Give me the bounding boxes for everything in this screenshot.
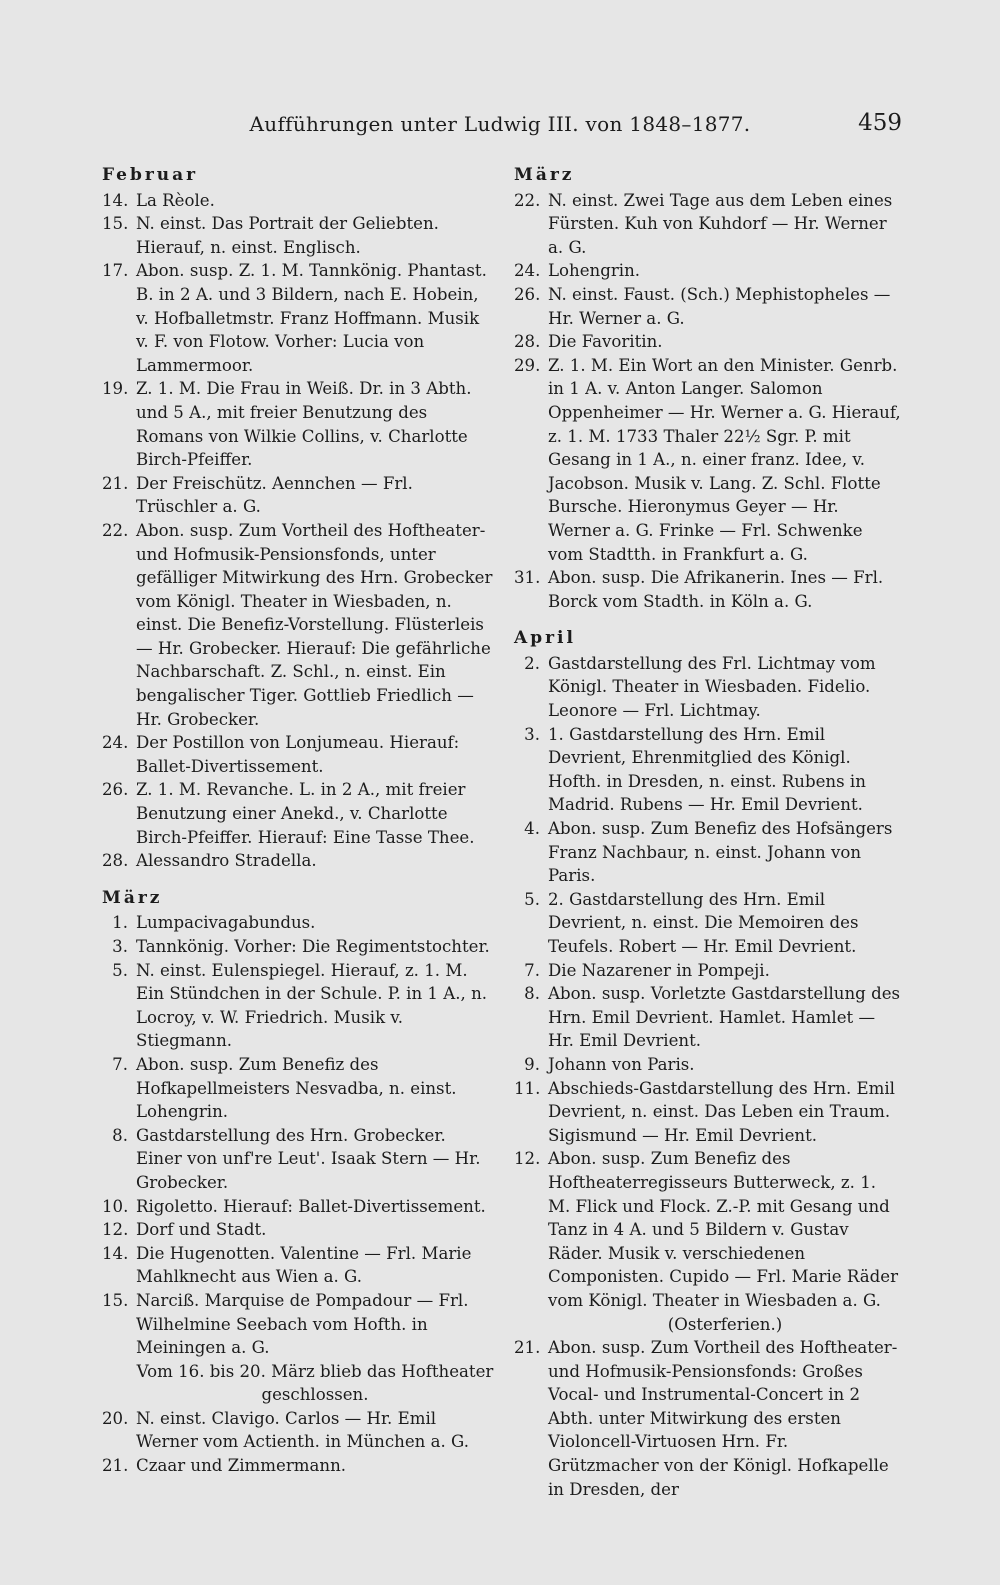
performance-entry <box>514 354 902 566</box>
entry-day-number: 3. <box>524 724 540 744</box>
entry-day-number: 14. <box>102 1243 129 1263</box>
performance-entry <box>102 1218 494 1242</box>
left-column <box>102 162 494 1478</box>
entry-day-number: 15. <box>102 214 129 234</box>
entry-text: Abschieds-Gastdarstellung des Hrn. Emil Devrient, n. einst. Das Leben ein Traum. Sigismund — Hr. Emil Devrient. <box>548 1078 895 1145</box>
entry-day-number: 7. <box>112 1054 128 1074</box>
performance-entry <box>514 1053 902 1077</box>
entry-text: Abon. susp. Vorletzte Gastdarstellung des Hrn. Emil Devrient. Hamlet. Hamlet — Hr. Emil Devrient. <box>548 984 901 1051</box>
entry-day-number: 5. <box>524 889 540 909</box>
performance-entry <box>102 731 494 778</box>
performance-entry <box>102 849 494 873</box>
entry-day-number: 5. <box>112 960 128 980</box>
entry-text: Alessandro Stradella. <box>136 851 317 871</box>
entry-text: Abon. susp. Die Afrikanerin. Ines — Frl. Borck vom Stadth. in Köln a. G. <box>548 568 884 611</box>
entry-text: Rigoletto. Hierauf: Ballet-Divertissement. <box>136 1196 486 1216</box>
performance-entry <box>102 1289 494 1360</box>
page-header <box>0 112 1000 142</box>
entry-text: Abon. susp. Zum Vortheil des Hoftheater- und Hofmusik-Pensionsfonds, unter gefälliger Mitwirkung des Hrn. Grobecker vom Königl. Theater in Wiesbaden, n. einst. Die Benefiz-Vorstellung. Flüsterleis — Hr. Grobecker. Hierauf: Die gefährliche Nachbarschaft. Z. Schl., n. einst. Ein bengalischer Tiger. Gottlieb Friedlich — Hr. Grobecker. <box>136 520 493 729</box>
entry-text: Czaar und Zimmermann. <box>136 1456 347 1476</box>
march-continued-entries <box>514 189 902 614</box>
entry-day-number: 15. <box>102 1290 129 1310</box>
entry-text: Narciß. Marquise de Pompadour — Frl. Wilhelmine Seebach vom Hofth. in Meiningen a. G. <box>136 1290 469 1358</box>
entry-text: Abon. susp. Zum Vortheil des Hoftheater- und Hofmusik-Pensionsfonds: Großes Vocal- und Instrumental-Concert in 2 Abth. unter Mitwirkung des ersten Violoncell-Virtuosen Hrn. Fr. Grützmacher von der Königl. Hofkapelle in Dresden, der <box>548 1338 898 1499</box>
performance-entry <box>102 911 494 935</box>
performance-entry <box>102 472 494 519</box>
entry-text: Der Postillon von Lonjumeau. Hierauf: Ballet-Divertissement. <box>136 733 460 776</box>
performance-entry <box>102 1124 494 1195</box>
entry-text: Z. 1. M. Ein Wort an den Minister. Genrb. in 1 A. v. Anton Langer. Salomon Oppenheimer — Hr. Werner a. G. Hierauf, z. 1. M. 1733 Thaler 22½ Sgr. P. mit Gesang in 1 A., n. einer franz. Idee, v. Jacobson. Musik v. Lang. Z. Schl. Flotte Bursche. Hieronymus Geyer — Hr. Werner a. G. Frinke — Frl. Schwenke vom Stadtth. in Frankfurt a. G. <box>548 355 901 564</box>
entry-text: Abon. susp. Zum Benefiz des Hofsängers Franz Nachbaur, n. einst. Johann von Paris. <box>548 819 893 886</box>
entry-day-number: 11. <box>514 1078 541 1098</box>
entry-day-number: 12. <box>102 1220 129 1240</box>
entry-day-number: 29. <box>514 355 541 375</box>
entry-text: Z. 1. M. Revanche. L. in 2 A., mit freier Benutzung einer Anekd., v. Charlotte Birch-Pfeiffer. Hierauf: Eine Tasse Thee. <box>136 780 475 847</box>
march-entries-after-note <box>102 1407 494 1478</box>
entry-day-number: 17. <box>102 261 129 281</box>
entry-text: Tannkönig. Vorher: Die Regimentstochter. <box>136 937 490 956</box>
performance-entry <box>102 189 494 213</box>
month-heading-february: Februar <box>102 165 199 185</box>
performance-entry <box>514 959 902 983</box>
entry-text: 1. Gastdarstellung des Hrn. Emil Devrient, Ehrenmitglied des Königl. Hofth. in Dresden, n. einst. Rubens in Madrid. Rubens — Hr. Emil Devrient. <box>548 724 866 815</box>
entry-day-number: 10. <box>102 1196 129 1216</box>
entry-text: Abon. susp. Z. 1. M. Tannkönig. Phantast. B. in 2 A. und 3 Bildern, nach E. Hobein, v. Hofballetmstr. Franz Hoffmann. Musik v. F. von Flotow. Vorher: Lucia von Lammermoor. <box>136 261 487 375</box>
entry-text: Die Favoritin. <box>548 332 663 352</box>
entry-day-number: 21. <box>102 1456 129 1476</box>
closure-note: Vom 16. bis 20. März blieb das Hoftheater geschlossen. <box>136 1361 494 1405</box>
entry-text: Abon. susp. Zum Benefiz des Hoftheaterregisseurs Butterweck, z. 1. M. Flick und Flock. Z.-P. mit Gesang und Tanz in 4 A. und 5 Bildern v. Gustav Räder. Musik v. verschiedenen Componisten. Cupido — Frl. Marie Räder vom Königl. Theater in Wiesbaden a. G. <box>548 1149 899 1310</box>
entry-day-number: 28. <box>102 851 129 871</box>
entry-day-number: 2. <box>524 653 540 673</box>
performance-entry <box>102 1407 494 1454</box>
performance-entry <box>102 959 494 1053</box>
month-heading-march: März <box>102 887 163 908</box>
april-entries <box>514 652 902 1313</box>
entry-day-number: 22. <box>514 190 541 210</box>
performance-entry <box>514 817 902 888</box>
entry-text: N. einst. Eulenspiegel. Hierauf, z. 1. M. Ein Stündchen in der Schule. P. in 1 A., n. Locroy, v. W. Friedrich. Musik v. Stiegmann. <box>136 960 488 1051</box>
entry-day-number: 21. <box>514 1338 541 1358</box>
performance-entry <box>514 1336 902 1501</box>
entry-text: Abon. susp. Zum Benefiz des Hofkapellmeisters Nesvadba, n. einst. Lohengrin. <box>136 1054 457 1122</box>
performance-entry <box>514 566 902 613</box>
entry-text: Lumpacivagabundus. <box>136 913 316 933</box>
entry-text: N. einst. Zwei Tage aus dem Leben eines Fürsten. Kuh von Kuhdorf — Hr. Werner a. G. <box>548 190 893 257</box>
performance-entry <box>514 1077 902 1148</box>
performance-entry <box>514 723 902 817</box>
performance-entry <box>514 888 902 959</box>
performance-entry <box>102 1242 494 1289</box>
entry-day-number: 12. <box>514 1149 541 1169</box>
running-title: Aufführungen unter Ludwig III. von 1848–1877. <box>249 112 751 136</box>
entry-day-number: 24. <box>102 733 129 753</box>
entry-text: N. einst. Das Portrait der Geliebten. Hierauf, n. einst. Englisch. <box>136 214 439 257</box>
performance-entry <box>102 1454 494 1478</box>
performance-entry <box>514 259 902 283</box>
easter-break-note: (Osterferien.) <box>667 1314 783 1334</box>
right-column <box>514 162 902 1501</box>
april-entries-after-note <box>514 1336 902 1501</box>
entry-text: N. einst. Faust. (Sch.) Mephistopheles — Hr. Werner a. G. <box>548 284 891 328</box>
performance-entry <box>102 778 494 849</box>
entry-text: N. einst. Clavigo. Carlos — Hr. Emil Werner vom Actienth. in München a. G. <box>136 1408 469 1452</box>
entry-day-number: 8. <box>524 984 540 1004</box>
performance-entry <box>102 1053 494 1124</box>
entry-text: Gastdarstellung des Frl. Lichtmay vom Königl. Theater in Wiesbaden. Fidelio. Leonore — Frl. Lichtmay. <box>548 653 876 721</box>
entry-day-number: 7. <box>524 960 540 980</box>
entry-text: Der Freischütz. Aennchen — Frl. Trüschler a. G. <box>136 473 413 517</box>
performance-entry <box>514 982 902 1053</box>
performance-entry <box>102 519 494 731</box>
performance-entry <box>102 1195 494 1219</box>
entry-day-number: 26. <box>514 284 541 304</box>
entry-day-number: 21. <box>102 473 129 493</box>
entry-text: Die Nazarener in Pompeji. <box>548 960 770 980</box>
entry-day-number: 31. <box>514 568 541 588</box>
performance-entry <box>102 935 494 959</box>
entry-day-number: 28. <box>514 332 541 352</box>
month-heading-april: April <box>514 628 576 649</box>
page-number: 459 <box>858 110 902 136</box>
entry-day-number: 9. <box>524 1054 540 1074</box>
entry-text: Gastdarstellung des Hrn. Grobecker. Einer von unf're Leut'. Isaak Stern — Hr. Grobecker. <box>136 1125 481 1192</box>
month-heading-march-continued: März <box>514 165 575 185</box>
performance-entry <box>514 283 902 330</box>
entry-text: 2. Gastdarstellung des Hrn. Emil Devrient, n. einst. Die Memoiren des Teufels. Robert — Hr. Emil Devrient. <box>548 889 859 956</box>
entry-text: Lohengrin. <box>548 261 641 281</box>
entry-day-number: 22. <box>102 520 129 540</box>
entry-day-number: 24. <box>514 261 541 281</box>
entry-text: Dorf und Stadt. <box>136 1220 267 1240</box>
march-entries <box>102 911 494 1359</box>
performance-entry <box>514 189 902 260</box>
entry-day-number: 14. <box>102 190 129 210</box>
entry-text: Die Hugenotten. Valentine — Frl. Marie Mahlknecht aus Wien a. G. <box>136 1243 472 1287</box>
entry-day-number: 8. <box>112 1125 128 1145</box>
performance-entry <box>514 330 902 354</box>
performance-entry <box>514 1147 902 1312</box>
entry-text: Johann von Paris. <box>548 1054 695 1074</box>
entry-day-number: 20. <box>102 1408 129 1428</box>
february-entries <box>102 189 494 873</box>
performance-entry <box>102 377 494 471</box>
entry-text: Z. 1. M. Die Frau in Weiß. Dr. in 3 Abth. und 5 A., mit freier Benutzung des Romans von Wilkie Collins, v. Charlotte Birch-Pfeiffer. <box>136 379 472 470</box>
performance-entry <box>514 652 902 723</box>
entry-day-number: 4. <box>524 819 540 839</box>
performance-entry <box>102 212 494 259</box>
entry-day-number: 3. <box>112 937 128 956</box>
entry-day-number: 26. <box>102 780 129 800</box>
entry-text: La Rèole. <box>136 190 215 210</box>
entry-day-number: 19. <box>102 379 129 399</box>
performance-entry <box>102 259 494 377</box>
entry-day-number: 1. <box>112 913 128 933</box>
